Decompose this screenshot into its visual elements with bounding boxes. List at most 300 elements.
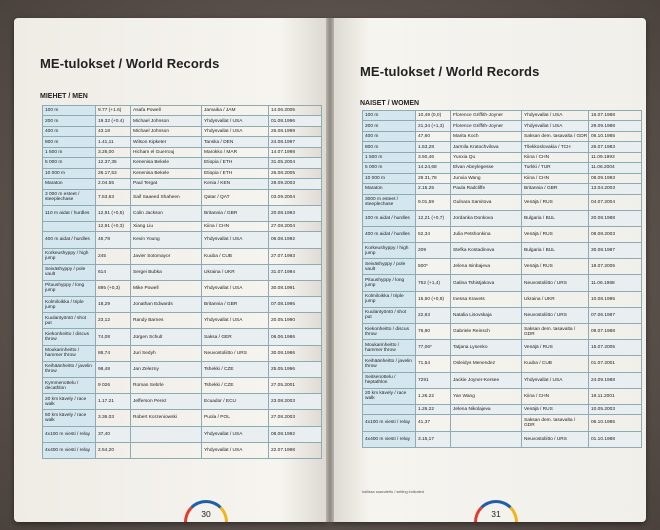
nation-cell: Britannia / GBR [202, 205, 269, 221]
date-cell: 10.08.1995 [589, 291, 642, 307]
result-cell: 71,54 [416, 356, 451, 372]
result-cell: 209 [416, 243, 451, 259]
nation-cell: Yhdysvallat / USA [202, 442, 269, 458]
table-row [43, 394, 322, 410]
table-row [363, 121, 642, 131]
result-cell: 15,50 (+0,9) [416, 291, 451, 307]
result-cell: 1.53,28 [416, 142, 451, 152]
right-page [332, 18, 646, 522]
event-cell: Maraton [363, 184, 416, 194]
event-cell: Keihäänheitto / javelin throw [43, 361, 96, 377]
table-row [363, 152, 642, 162]
athlete-cell: Wilson Kipketer [131, 137, 202, 147]
nation-cell: Tšekkoslovakia / TCH [522, 142, 589, 152]
athlete-cell: Julia Petshonkina [451, 226, 522, 242]
date-cell: 16.07.1988 [589, 111, 642, 121]
event-cell: Moukarinheitto / hammer throw [363, 340, 416, 356]
date-cell: 31.05.2004 [269, 158, 322, 168]
athlete-cell: Kenenisa Bekele [131, 168, 202, 178]
result-cell: 12,21 (+0,7) [416, 210, 451, 226]
date-cell: 30.08.1991 [269, 280, 322, 296]
result-cell: 18,29 [96, 297, 131, 313]
result-cell: 9 026 [96, 378, 131, 394]
nation-cell: Venäjä / RUS [522, 340, 589, 356]
event-cell: 400 m [363, 131, 416, 141]
result-cell: 9.77 (+1.6) [96, 106, 131, 116]
nation-cell: Neuvostoliitto / URS [522, 275, 589, 291]
result-cell: 86,74 [96, 345, 131, 361]
nation-cell: Tanska / DEN [202, 137, 269, 147]
table-row [363, 131, 642, 141]
table-row [363, 291, 642, 307]
date-cell: 30.08.1986 [269, 345, 322, 361]
athlete-cell: Jürgen Schult [131, 329, 202, 345]
date-cell: 11.09.1993 [589, 152, 642, 162]
result-cell: 3.26,00 [96, 147, 131, 157]
nation-cell: Yhdysvallat / USA [202, 280, 269, 296]
nation-cell: Puola / POL [202, 410, 269, 426]
athlete-cell: Xiang Liu [131, 221, 202, 231]
date-cell: 01.08.1996 [269, 116, 322, 126]
event-cell: 400 m [43, 126, 96, 136]
result-cell: 12,91 (+0,3) [96, 221, 131, 231]
event-cell: Pituushyppy / long jump [43, 280, 96, 296]
result-cell: 2.54,20 [96, 442, 131, 458]
date-cell: 08.08.1992 [269, 426, 322, 442]
result-cell: 3.36.03 [96, 410, 131, 426]
section-heading-men: MIEHET / MEN [40, 93, 88, 100]
event-cell: 400 m aidat / hurdles [363, 226, 416, 242]
athlete-cell: Tatjana Lysenko [451, 340, 522, 356]
open-book [14, 18, 646, 522]
table-row [43, 280, 322, 296]
athlete-cell: Jarmila Kratochvilova [451, 142, 522, 152]
athlete-cell: Colin Jackson [131, 205, 202, 221]
athlete-cell [131, 426, 202, 442]
nation-cell: Britannia / GBR [522, 184, 589, 194]
nation-cell: Kiina / CHN [522, 388, 589, 404]
nation-cell: Kiina / CHN [522, 173, 589, 183]
athlete-cell: Jelena Nikolajeva [451, 404, 522, 414]
athlete-cell: Gabriele Reinsch [451, 324, 522, 340]
result-cell: 37,40 [96, 426, 131, 442]
event-cell: Kolmiloikka / triple jump [43, 297, 96, 313]
event-cell: Kuulantyöntö / shot put [363, 307, 416, 323]
result-cell: 43.18 [96, 126, 131, 136]
table-row [43, 168, 322, 178]
nation-cell: Saksan dem. tasavalta / GDR [522, 131, 589, 141]
date-cell: 15.07.2005 [589, 340, 642, 356]
result-cell: 614 [96, 264, 131, 280]
athlete-cell: Jordanka Donkova [451, 210, 522, 226]
athlete-cell: Inessa Kravets [451, 291, 522, 307]
athlete-cell: Hicham el Guerrouj [131, 147, 202, 157]
result-cell: 10,49 (0,0) [416, 111, 451, 121]
table-row [363, 259, 642, 275]
result-cell: 245 [96, 248, 131, 264]
athlete-cell: Florence Griffith-Joyner [451, 121, 522, 131]
athlete-cell: Jackie Joyner-Kersee [451, 372, 522, 388]
event-cell: 20 km kävely / race walk [43, 394, 96, 410]
athlete-cell: Yan Wang [451, 388, 522, 404]
page-number-left: 30 [201, 509, 211, 519]
table-row [43, 345, 322, 361]
result-cell: 46,78 [96, 232, 131, 248]
nation-cell: Yhdysvallat / USA [202, 116, 269, 126]
table-row [43, 106, 322, 116]
event-cell [43, 221, 96, 231]
event-cell: 100 m [363, 111, 416, 121]
date-cell: 18.07.2005 [589, 259, 642, 275]
nation-cell: Kuuba / CUB [522, 356, 589, 372]
table-row [43, 232, 322, 248]
table-row [363, 163, 642, 173]
athlete-cell [131, 442, 202, 458]
date-cell: 04.07.2004 [589, 194, 642, 210]
nation-cell: Etiopia / ETH [202, 168, 269, 178]
left-page [14, 18, 328, 522]
date-cell: 11.06.1988 [589, 275, 642, 291]
date-cell: 01.10.1988 [589, 431, 642, 447]
nation-cell: Ukraina / UKR [522, 291, 589, 307]
nation-cell: Tshekki / CZE [202, 378, 269, 394]
table-row [43, 179, 322, 189]
nation-cell: Ukraina / UKR [202, 264, 269, 280]
event-cell: 1 500 m [363, 152, 416, 162]
date-cell: 26.08.2005 [269, 168, 322, 178]
result-cell: 7291 [416, 372, 451, 388]
nation-cell: Britannia / GBR [202, 297, 269, 313]
event-cell: 4x400 m viesti / relay [43, 442, 96, 458]
date-cell: 29.09.1988 [589, 121, 642, 131]
result-cell: 98,48 [96, 361, 131, 377]
result-cell: 3.50,46 [416, 152, 451, 162]
nation-cell: Saksan dem. tasavalta / GDR [522, 324, 589, 340]
result-cell: 23,12 [96, 313, 131, 329]
table-row [43, 361, 322, 377]
table-row [363, 324, 642, 340]
date-cell: 13.04.2003 [589, 184, 642, 194]
table-row [363, 184, 642, 194]
date-cell: 20.08.1988 [589, 210, 642, 226]
nation-cell: Jamaika / JAM [202, 106, 269, 116]
event-cell: Seiväshyppy / pole vault [43, 264, 96, 280]
athlete-cell: Robert Korzeniowski [131, 410, 202, 426]
date-cell: 20.05.1990 [269, 313, 322, 329]
result-cell: 12.37,35 [96, 158, 131, 168]
table-row [43, 189, 322, 205]
footnote: hallissa saavutettu / setting indicated [362, 490, 424, 494]
result-cell: 76,80 [416, 324, 451, 340]
result-cell: 12,91 (+0,5) [96, 205, 131, 221]
date-cell: 26.08.1999 [269, 126, 322, 136]
date-cell: 24.09.1988 [589, 372, 642, 388]
athlete-cell: Jan Zelezny [131, 361, 202, 377]
table-row [43, 248, 322, 264]
table-row [43, 378, 322, 394]
result-cell: 7.53,63 [96, 189, 131, 205]
event-cell: 3 000 m esteet / steeplechase [43, 189, 96, 205]
date-cell: 06.10.1985 [589, 131, 642, 141]
nation-cell: Kuuba / CUB [202, 248, 269, 264]
table-row [363, 142, 642, 152]
date-cell: 31.07.1994 [269, 264, 322, 280]
event-cell: 3000 m esteet / steeplechase [363, 194, 416, 210]
table-row [363, 226, 642, 242]
date-cell: 27.07.1993 [269, 248, 322, 264]
event-cell: 4x400 m viesti / relay [363, 431, 416, 447]
athlete-cell: Galina Tshistjakova [451, 275, 522, 291]
result-cell: 752 (+1,4) [416, 275, 451, 291]
date-cell: 06.08.1992 [269, 232, 322, 248]
table-row [363, 243, 642, 259]
athlete-cell: Sergei Bubka [131, 264, 202, 280]
nation-cell: Yhdysvallat / USA [202, 426, 269, 442]
athlete-cell: Natalia Lisovskaja [451, 307, 522, 323]
nation-cell: Neuvostoliitto / URS [522, 307, 589, 323]
athlete-cell: Jonathan Edwards [131, 297, 202, 313]
nation-cell: Yhdysvallat / USA [522, 121, 589, 131]
page-number-badge-right [474, 500, 518, 522]
athlete-cell [451, 431, 522, 447]
table-row [43, 126, 322, 136]
event-cell: 100 m aidat / hurdles [363, 210, 416, 226]
event-cell: 1 500 m [43, 147, 96, 157]
result-cell: 77,06* [416, 340, 451, 356]
table-row [363, 194, 642, 210]
date-cell: 01.07.2001 [589, 356, 642, 372]
nation-cell: Yhdysvallat / USA [202, 313, 269, 329]
nation-cell: Yhdysvallat / USA [202, 232, 269, 248]
result-cell: 74,08 [96, 329, 131, 345]
result-cell: 1.41,11 [96, 137, 131, 147]
date-cell: 19.11.2001 [589, 388, 642, 404]
date-cell: 14.06.2005 [269, 106, 322, 116]
table-row [363, 415, 642, 431]
athlete-cell: Osleidys Menendez [451, 356, 522, 372]
athlete-cell: Randy Barnes [131, 313, 202, 329]
nation-cell: Bulgaria / BUL [522, 210, 589, 226]
table-row [43, 426, 322, 442]
athlete-cell: Gulnara Samitova [451, 194, 522, 210]
nation-cell: Ecuador / ECU [202, 394, 269, 410]
table-row [363, 431, 642, 447]
book-gutter [326, 18, 334, 522]
nation-cell: Venäjä / RUS [522, 194, 589, 210]
event-cell [363, 404, 416, 414]
athlete-cell [451, 415, 522, 431]
event-cell: 20 km kävely / race walk [363, 388, 416, 404]
event-cell: Pituushyppy / long jump [363, 275, 416, 291]
athlete-cell: Kevin Young [131, 232, 202, 248]
nation-cell: Kiina / CHN [522, 152, 589, 162]
nation-cell: Qatar / QAT [202, 189, 269, 205]
event-cell: 50 km kävely / race walk [43, 410, 96, 426]
nation-cell: Yhdysvallat / USA [202, 126, 269, 136]
table-row [43, 410, 322, 426]
page-title-left: ME-tulokset / World Records [40, 56, 220, 71]
event-cell: 10 000 m [363, 173, 416, 183]
athlete-cell: Florence Griffith-Joyner [451, 111, 522, 121]
nation-cell: Yhdysvallat / USA [522, 372, 589, 388]
nation-cell: Venäjä / RUS [522, 404, 589, 414]
nation-cell: Kenia / KEN [202, 179, 269, 189]
date-cell: 06.06.1986 [269, 329, 322, 345]
table-row [363, 356, 642, 372]
result-cell: 3.15,17 [416, 431, 451, 447]
date-cell: 27.05.2001 [269, 378, 322, 394]
table-row [363, 275, 642, 291]
athlete-cell: Paul Tergat [131, 179, 202, 189]
athlete-cell: Roman Sebrle [131, 378, 202, 394]
athlete-cell: Paula Radcliffe [451, 184, 522, 194]
event-cell: Seitsenottelu / heptathlon [363, 372, 416, 388]
result-cell: 29.31,78 [416, 173, 451, 183]
date-cell: 30.08.1987 [589, 243, 642, 259]
date-cell: 26.07.1983 [589, 142, 642, 152]
table-row [43, 329, 322, 345]
event-cell: 5 000 m [363, 163, 416, 173]
event-cell: 100 m [43, 106, 96, 116]
page-number-badge-left [184, 500, 228, 522]
date-cell: 07.06.1987 [589, 307, 642, 323]
event-cell: 10 000 m [43, 168, 96, 178]
event-cell: 4x100 m viesti / relay [363, 415, 416, 431]
nation-cell: Bulgaria / BUL [522, 243, 589, 259]
date-cell: 20.08.1993 [269, 205, 322, 221]
event-cell: Korkeushyppy / high jump [363, 243, 416, 259]
table-row [363, 340, 642, 356]
event-cell: 200 m [43, 116, 96, 126]
event-cell: Maraton [43, 179, 96, 189]
athlete-cell: Kenenisa Bekele [131, 158, 202, 168]
athlete-cell: Mike Powell [131, 280, 202, 296]
table-row [43, 442, 322, 458]
table-row [363, 173, 642, 183]
event-cell: Kuulantyöntö / shot put [43, 313, 96, 329]
event-cell: Moukarinheitto / hammer throw [43, 345, 96, 361]
date-cell: 08.09.1993 [589, 173, 642, 183]
nation-cell: Tshekki / CZE [202, 361, 269, 377]
event-cell: Korkeushyppy / high jump [43, 248, 96, 264]
event-cell: 800 m [43, 137, 96, 147]
date-cell: 27.08.2004 [269, 221, 322, 231]
date-cell: 07.08.1995 [269, 297, 322, 313]
nation-cell: Saksa / GER [202, 329, 269, 345]
athlete-cell: Marita Koch [451, 131, 522, 141]
date-cell: 22.07.1998 [269, 442, 322, 458]
table-row [43, 297, 322, 313]
result-cell: 2.15.25 [416, 184, 451, 194]
nation-cell: Yhdysvallat / USA [522, 111, 589, 121]
date-cell: 28.09.2003 [269, 179, 322, 189]
event-cell: Kymmenottelu / decathlon [43, 378, 96, 394]
result-cell: 52,34 [416, 226, 451, 242]
page-title-right: ME-tulokset / World Records [360, 64, 540, 79]
result-cell: 1.26.22 [416, 404, 451, 414]
date-cell: 09.07.1988 [589, 324, 642, 340]
date-cell: 06.10.1985 [589, 415, 642, 431]
table-row [363, 307, 642, 323]
date-cell: 08.08.2003 [589, 226, 642, 242]
result-cell: 9.01,59 [416, 194, 451, 210]
athlete-cell: Juri Sedyh [131, 345, 202, 361]
nation-cell: Neuvostoliitto / URS [522, 431, 589, 447]
nation-cell: Venäjä / RUS [522, 226, 589, 242]
athlete-cell: Stefka Kostadinova [451, 243, 522, 259]
table-row [363, 372, 642, 388]
result-cell: 26.17,53 [96, 168, 131, 178]
table-row [363, 404, 642, 414]
athlete-cell: Elvan Abeylegesse [451, 163, 522, 173]
event-cell: 800 m [363, 142, 416, 152]
athlete-cell: Jelena Isinbajeva [451, 259, 522, 275]
result-cell: 41,37 [416, 415, 451, 431]
result-cell: 21,34 (+1,3) [416, 121, 451, 131]
table-row [43, 313, 322, 329]
table-row [43, 158, 322, 168]
table-row [363, 388, 642, 404]
event-cell: 400 m aidat / hurdles [43, 232, 96, 248]
nation-cell: Venäjä / RUS [522, 259, 589, 275]
nation-cell: Etiopia / ETH [202, 158, 269, 168]
event-cell: Keihäänheitto / javelin throw [363, 356, 416, 372]
event-cell: 200 m [363, 121, 416, 131]
event-cell: 110 m aidat / hurdles [43, 205, 96, 221]
table-row [43, 137, 322, 147]
event-cell: Seiväshyppy / pole vault [363, 259, 416, 275]
date-cell: 24.08.1997 [269, 137, 322, 147]
result-cell: 500* [416, 259, 451, 275]
nation-cell: Saksan dem. tasavalta / GDR [522, 415, 589, 431]
result-cell: 19.32 (+0.4) [96, 116, 131, 126]
table-row [363, 111, 642, 121]
records-table-women [362, 110, 642, 448]
athlete-cell: Michael Johnson [131, 126, 202, 136]
date-cell: 03.09.2004 [269, 189, 322, 205]
event-cell: Kolmiloikka / triple jump [363, 291, 416, 307]
athlete-cell: Michael Johnson [131, 116, 202, 126]
table-row [43, 147, 322, 157]
nation-cell: Marokko / MAR [202, 147, 269, 157]
event-cell: 4x100 m viesti / relay [43, 426, 96, 442]
athlete-cell: Asafa Powell [131, 106, 202, 116]
table-row [43, 264, 322, 280]
date-cell: 27.08.2003 [269, 410, 322, 426]
date-cell: 11.06.2004 [589, 163, 642, 173]
date-cell: 10.05.2003 [589, 404, 642, 414]
result-cell: 47,60 [416, 131, 451, 141]
result-cell: 1.26.22 [416, 388, 451, 404]
event-cell: 5 000 m [43, 158, 96, 168]
result-cell: 2.04.55 [96, 179, 131, 189]
event-cell: Kiekonheitto / discus throw [43, 329, 96, 345]
records-table-men [42, 105, 322, 459]
date-cell: 23.08.2003 [269, 394, 322, 410]
date-cell: 14.07.1998 [269, 147, 322, 157]
athlete-cell: Junxia Wang [451, 173, 522, 183]
result-cell: 1.17.21 [96, 394, 131, 410]
nation-cell: Turkki / TUR [522, 163, 589, 173]
athlete-cell: Javier Sotomayor [131, 248, 202, 264]
table-row [43, 205, 322, 221]
table-row [43, 221, 322, 231]
section-heading-women: NAISET / WOMEN [360, 100, 420, 107]
date-cell: 25.05.1996 [269, 361, 322, 377]
result-cell: 895 (+0,3) [96, 280, 131, 296]
table-row [43, 116, 322, 126]
result-cell: 22,63 [416, 307, 451, 323]
